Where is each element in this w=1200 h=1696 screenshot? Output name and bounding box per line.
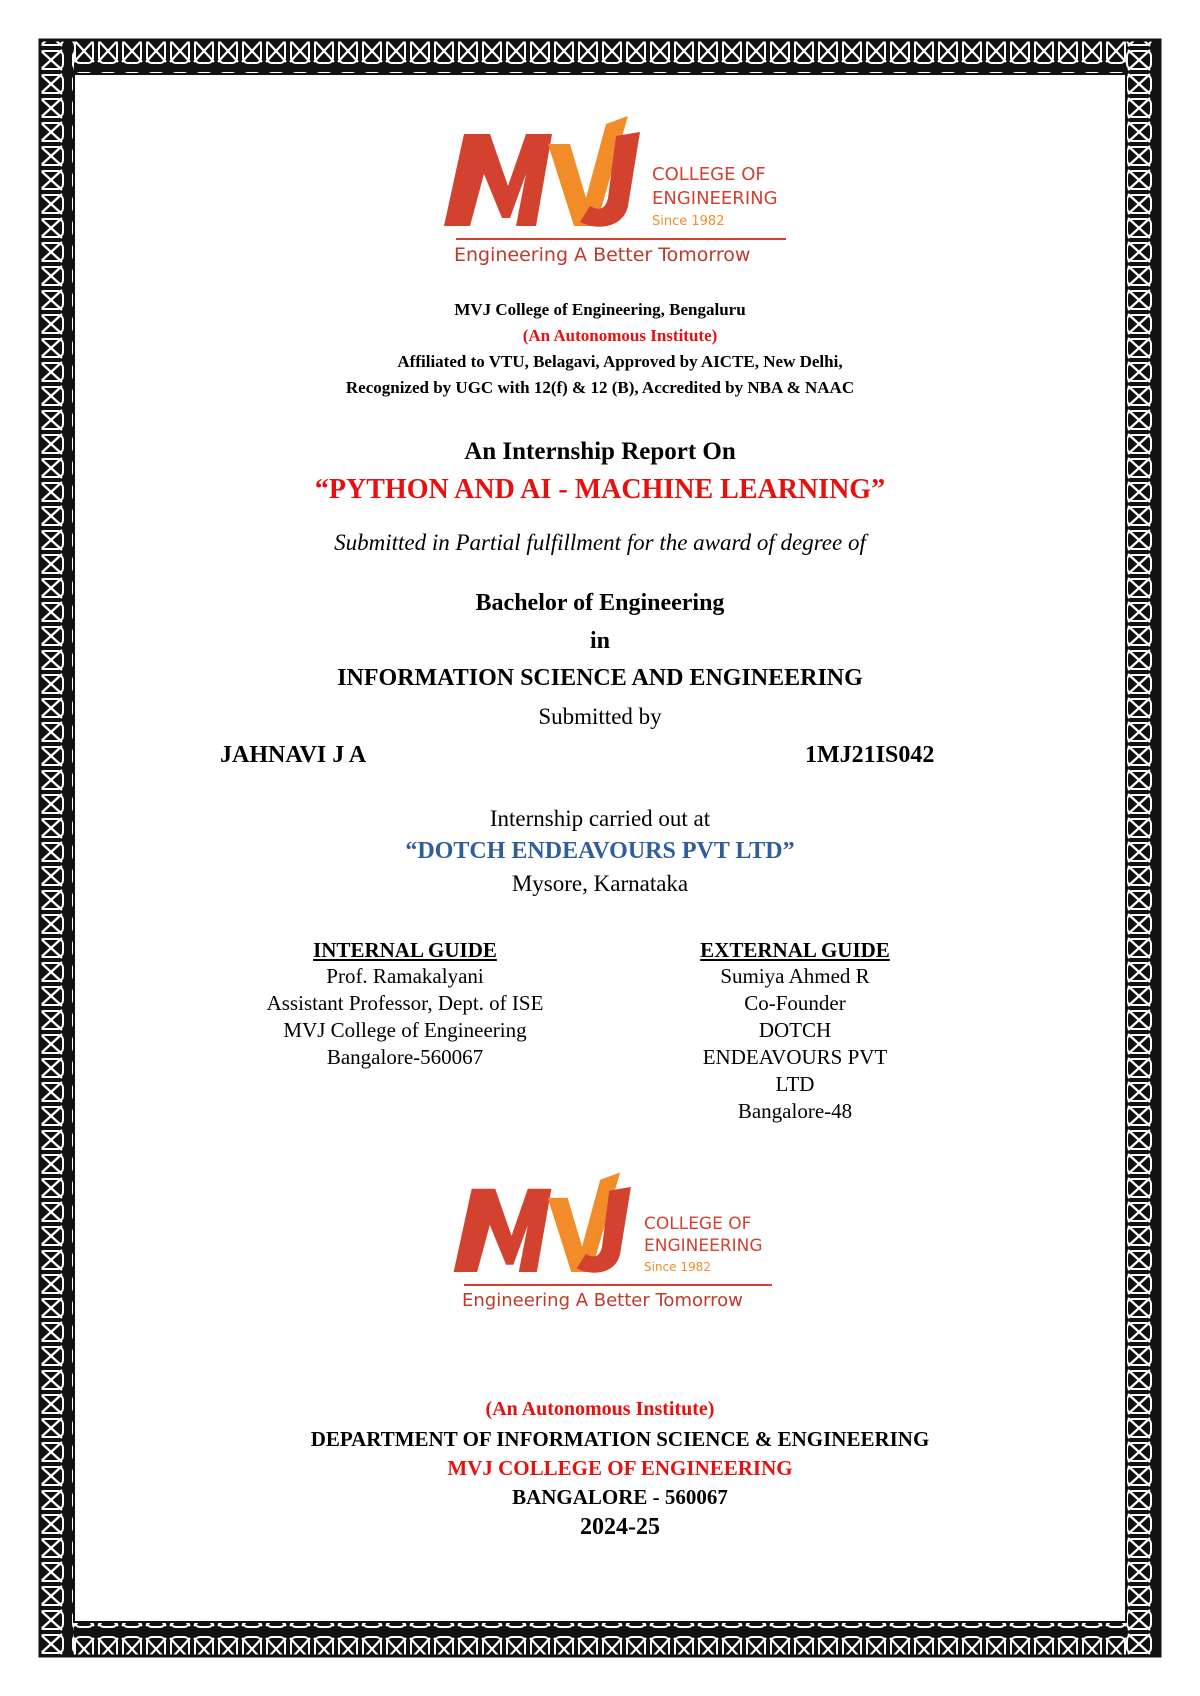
external-guide-line: DOTCH bbox=[758, 1018, 832, 1042]
footer-year: 2024-25 bbox=[580, 1514, 660, 1540]
college-name: MVJ College of Engineering, Bengaluru bbox=[454, 300, 746, 319]
logo-divider bbox=[464, 1284, 772, 1286]
internal-guide-block bbox=[240, 938, 570, 1071]
external-guide-block bbox=[660, 938, 930, 1125]
report-title: “PYTHON AND AI - MACHINE LEARNING” bbox=[314, 474, 886, 505]
footer-city: BANGALORE - 560067 bbox=[512, 1485, 728, 1509]
external-guide-line: LTD bbox=[775, 1072, 815, 1096]
degree-in: in bbox=[589, 628, 610, 654]
internal-guide-line: Prof. Ramakalyani bbox=[326, 964, 484, 988]
company-name: “DOTCH ENDEAVOURS PVT LTD” bbox=[405, 838, 795, 864]
internal-guide-line: Assistant Professor, Dept. of ISE bbox=[266, 991, 544, 1015]
mvj-logo-mark bbox=[440, 114, 650, 234]
external-guide-line: Co-Founder bbox=[744, 991, 846, 1015]
company-location: Mysore, Karnataka bbox=[511, 871, 689, 896]
internal-guide-line: Bangalore-560067 bbox=[326, 1045, 484, 1069]
external-guide-line: Sumiya Ahmed R bbox=[720, 964, 870, 988]
degree: Bachelor of Engineering bbox=[475, 590, 725, 616]
external-guide-line: ENDEAVOURS PVT bbox=[702, 1045, 888, 1069]
autonomous-label: (An Autonomous Institute) bbox=[522, 326, 718, 345]
branch: INFORMATION SCIENCE AND ENGINEERING bbox=[337, 665, 863, 691]
internal-guide-line: MVJ College of Engineering bbox=[283, 1018, 527, 1042]
student-name: JAHNAVI J A bbox=[220, 742, 367, 768]
internship-carried-out: Internship carried out at bbox=[489, 806, 711, 831]
logo-college-line2: ENGINEERING bbox=[644, 1236, 763, 1256]
submitted-for: Submitted in Partial fulfillment for the award of degree of bbox=[334, 530, 866, 555]
logo-college-line1: COLLEGE OF bbox=[644, 1214, 752, 1234]
external-guide-line: Bangalore-48 bbox=[737, 1099, 853, 1123]
affiliation-line: Affiliated to VTU, Belagavi, Approved by AICTE, New Delhi, bbox=[397, 352, 843, 371]
college-logo-top bbox=[440, 114, 800, 274]
logo-since: Since 1982 bbox=[652, 214, 725, 229]
logo-since: Since 1982 bbox=[644, 1260, 711, 1274]
college-logo-bottom bbox=[450, 1170, 790, 1320]
recognition-line: Recognized by UGC with 12(f) & 12 (B), Accredited by NBA & NAAC bbox=[345, 378, 855, 397]
logo-college-line1: COLLEGE OF bbox=[652, 164, 766, 185]
student-usn: 1MJ21IS042 bbox=[805, 742, 935, 768]
report-intro: An Internship Report On bbox=[464, 438, 736, 465]
logo-college-line2: ENGINEERING bbox=[652, 188, 778, 209]
mvj-logo-mark bbox=[450, 1170, 640, 1280]
internal-guide-heading: INTERNAL GUIDE bbox=[313, 938, 497, 962]
logo-divider bbox=[456, 238, 786, 240]
footer-college: MVJ COLLEGE OF ENGINEERING bbox=[447, 1456, 793, 1480]
footer-autonomous: (An Autonomous Institute) bbox=[485, 1398, 715, 1420]
footer-department: DEPARTMENT OF INFORMATION SCIENCE & ENGINEERING bbox=[310, 1427, 930, 1451]
submitted-by: Submitted by bbox=[538, 704, 662, 729]
external-guide-heading: EXTERNAL GUIDE bbox=[700, 938, 890, 962]
logo-tagline: Engineering A Better Tomorrow bbox=[454, 244, 751, 266]
logo-tagline: Engineering A Better Tomorrow bbox=[462, 1290, 743, 1311]
